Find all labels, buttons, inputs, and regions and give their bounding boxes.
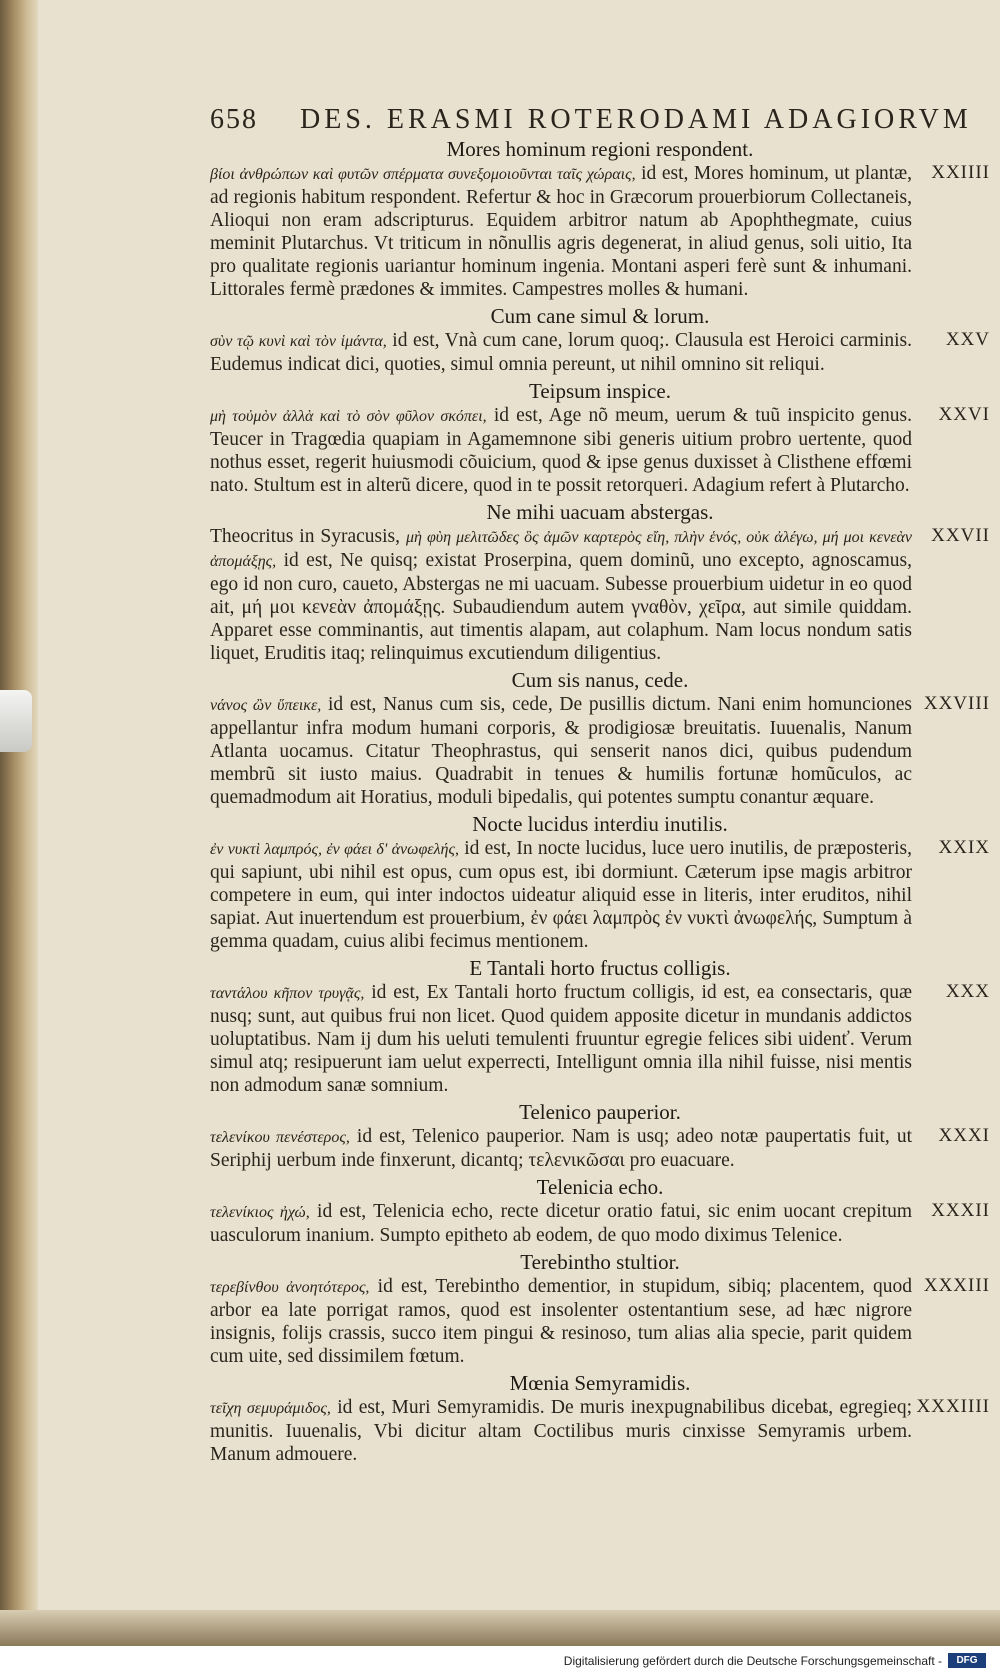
latin-text: id est, Vnà cum cane, lorum quoq;. Clausula est Heroici carminis. Eudemus indicat dici, quoties, simul omnia pereunt, ut nihil omnino sit reliqui. xyxy=(210,330,912,375)
adage-entry xyxy=(210,136,990,301)
adage-entry xyxy=(210,378,990,497)
adage-entry xyxy=(210,1099,990,1172)
adage-title: Nocte lucidus interdiu inutilis. xyxy=(472,812,728,836)
footer-bar xyxy=(0,1646,1000,1676)
latin-text: id est, Nanus cum sis, cede, De pusillis dictum. Nani enim homunciones appellantur infra modum humani corporis, & prodigiosæ breuitatis. Iuuenalis, Nanum Atlanta uocamus. Citatur Theophrastus, qui senserit nanos dici, quibus pudendum membrũ sit iusto maius. Quadrabit in tenues & humilis fortunæ homũculos, ac quemadmodum ait Horatius, moduli bipedalis, qui potentes sumptu conantur æquare. xyxy=(210,694,912,808)
adage-numeral: XXVIII xyxy=(923,693,990,714)
adage-body xyxy=(210,693,990,809)
adage-numeral: XXIIII xyxy=(931,162,990,183)
greek-quote: μὴ φὺη μελιτῶδες ὃς ἀμῶν καρτερὸς εἴη, πλὴν ἑνός, οὐκ ἀλέγω, μή μοι κενεὰν ἀπομάξῃς, xyxy=(210,529,912,570)
adage-title: Telenicia echo. xyxy=(536,1175,664,1199)
greek-quote: τελενίκου πενέστερος, xyxy=(210,1129,350,1146)
adage-body xyxy=(210,162,990,301)
latin-text: id est, Ne quisq; existat Proserpina, quem dominũ, uno excepto, agnoscamus, ego id non curo, caueto, Abstergas ne mi uacuam. Subesse prouerbium uidetur in eo quod ait, μή μοι κενεὰν ἀπομάξῃς. Subaudiendum autem γναθὸν, χεῖρα, aut simile quiddam. Apparet esse comminantis, aut timentis alapam, aut colaphum. Nam locus nondum satis liquet, Eruditis itaq; relinquimus excutiendum diligentius. xyxy=(210,550,912,664)
adage-entry xyxy=(210,303,990,376)
latin-text: id est, In nocte lucidus, luce uero inutilis, de præposteris, qui sapiunt, ubi nihil est opus, cum opus est, ibi dormiunt. Cæterum ipse magis arbitror competere in eum, qui inter indoctos uideatur aliquid esse in literis, inter eruditos, nihil sapiat. Aut inuertendum est prouerbium, ἐν φάει λαμπρὸς ἐν νυκτὶ ἀνωφελής, Sumptum à gemma quadam, cuius alibi fecimus mentionem. xyxy=(210,838,913,952)
greek-quote: τερεβίνθου ἀνοητότερος, xyxy=(210,1279,370,1296)
adage-body xyxy=(210,1275,990,1368)
adage-title: Cum cane simul & lorum. xyxy=(490,304,710,328)
adage-entry xyxy=(210,667,990,809)
adage-entry xyxy=(210,1370,990,1466)
adage-body xyxy=(210,981,990,1097)
adage-body xyxy=(210,1125,990,1172)
text-page xyxy=(210,100,990,1610)
adage-entry xyxy=(210,1174,990,1247)
adage-body xyxy=(210,329,990,376)
adage-body xyxy=(210,1396,990,1466)
adage-title: Telenico pauperior. xyxy=(519,1100,681,1124)
adage-entry xyxy=(210,1249,990,1368)
adage-title: Mores hominum regioni respondent. xyxy=(446,137,754,161)
adage-title: Terebintho stultior. xyxy=(520,1250,680,1274)
adage-numeral: XXVI xyxy=(938,404,990,425)
page-edge xyxy=(0,1610,1000,1646)
adage-body xyxy=(210,837,990,953)
adage-entry xyxy=(210,499,990,665)
book-binding xyxy=(0,0,38,1646)
greek-quote: ταντάλου κῆπον τρυγᾷς, xyxy=(210,985,365,1002)
adage-numeral: XXXI xyxy=(938,1125,990,1146)
greek-quote: ἐν νυκτὶ λαμπρός, ἐν φάει δ' ἀνωφελής, xyxy=(210,841,459,858)
adage-numeral: XXV xyxy=(945,329,990,350)
adage-entry xyxy=(210,811,990,953)
lead-text: Theocritus in Syracusis, xyxy=(210,526,401,547)
adage-numeral: XXXII xyxy=(931,1200,990,1221)
greek-quote: βίοι ἀνθρώπων καὶ φυτῶν σπέρματα συνεξομοιοῦνται ταῖς χώραις, xyxy=(210,166,636,183)
adage-body xyxy=(210,404,990,497)
funding-notice: Digitalisierung gefördert durch die Deutsche Forschungsgemeinschaft - xyxy=(563,1654,942,1668)
adage-body xyxy=(210,1200,990,1247)
dfg-logo: DFG xyxy=(948,1653,986,1668)
adage-title: Ne mihi uacuam abstergas. xyxy=(486,500,714,524)
greek-quote: νάνος ὢν ὕπεικε, xyxy=(210,697,322,714)
adage-title: Cum sis nanus, cede. xyxy=(511,668,689,692)
adage-body xyxy=(210,525,990,665)
latin-text: id est, Muri Semyramidis. De muris inexpugnabilibus dicebaȶ, egregieq; munitis. Iuuenalis, Vbi dicitur altam Coctilibus muris cinxisse Semyramis urbem. Manum admouere. xyxy=(210,1397,913,1465)
latin-text: id est, Mores hominum, ut plantæ, ad regionis habitum respondent. Refertur & hoc in Græcorum prouerbiorum Collectaneis, Alioqui non eram adscripturus. Equidem arbitror natum ab Apophthegmate, cuius meminit Plutarchus. Vt triticum in nõnullis agris degenerat, in aliud genus, soli uitio, Ita pro qualitate regionis uariantur hominum ingenia. Montani asperi ferè sunt & inhumani. Littorales fermè prædones & immites. Campestres molles & humani. xyxy=(210,163,912,300)
adage-entries xyxy=(210,136,990,1468)
page-number: 658 xyxy=(210,104,258,135)
latin-text: id est, Ex Tantali horto fructum colligis, id est, ea consectaris, quæ nusq; sunt, aut quibus frui non licet. Quod quidem apposite dicetur in mundanis addictos uoluptatibus. Nam ij dum his ueluti temulenti fruuntur egregie felices sibi uidenť. Verum simul atq; resipuerunt iam uelut experrecti, Intelligunt omnia illa nihil fuisse, nisi mentis non admodum sanæ somnium. xyxy=(210,982,913,1096)
adage-entry xyxy=(210,955,990,1097)
page-clip xyxy=(0,690,32,752)
running-head xyxy=(210,100,990,136)
latin-text: id est, Terebintho dementior, in stupidum, sibiq; placentem, quod arbor ea late porrigat ramos, quod est insolenter ostentantium sese, ad hæc nigrore insignis, folijs crassis, succo item pingui & resinoso, tum alias alia specie, parit quidem cum uite, sed dissimilem fœtum. xyxy=(210,1276,912,1367)
adage-title: Teipsum inspice. xyxy=(528,379,671,403)
running-title: DES. ERASMI ROTERODAMI ADAGIORVM xyxy=(300,104,972,135)
adage-title: E Tantali horto fructus colligis. xyxy=(469,956,731,980)
adage-numeral: XXVII xyxy=(931,525,990,546)
latin-text: id est, Telenicia echo, recte dicetur oratio fatui, sic enim uocant crepitum uasculorum inanium. Sumpto epitheto ab eodem, de quo modo diximus Telenice. xyxy=(210,1201,913,1246)
latin-text: id est, Age nõ meum, uerum & tuũ inspicito genus. Teucer in Tragœdia quapiam in Agamemnone sibi generis uitium probro uertente, quod nothus esset, regerit huiusmodi cõuicium, quod & ipse genus duxisset à Clisthene effœmi nato. Stultum est in alterũ dicere, quod in te possit retorqueri. Adagium refert à Plutarcho. xyxy=(210,405,912,496)
adage-numeral: XXXIIII xyxy=(916,1396,990,1417)
adage-numeral: XXIX xyxy=(938,837,990,858)
greek-quote: σὺν τῷ κυνὶ καὶ τὸν ἱμάντα, xyxy=(210,333,387,350)
greek-quote: τεῖχη σεμυράμιδος, xyxy=(210,1400,331,1417)
adage-numeral: XXXIII xyxy=(923,1275,990,1296)
adage-title: Mœnia Semyramidis. xyxy=(509,1371,691,1395)
latin-text: id est, Telenico pauperior. Nam is usq; adeo notæ paupertatis fuit, ut Seriphij uerbum inde finxerunt, dicantq; τελενικῶσαι pro euacuare. xyxy=(210,1126,913,1171)
greek-quote: τελενίκιος ἠχώ, xyxy=(210,1204,310,1221)
greek-quote: μὴ τοὐμὸν ἀλλὰ καὶ τὸ σὸν φῦλον σκόπει, xyxy=(210,408,487,425)
adage-numeral: XXX xyxy=(945,981,990,1002)
